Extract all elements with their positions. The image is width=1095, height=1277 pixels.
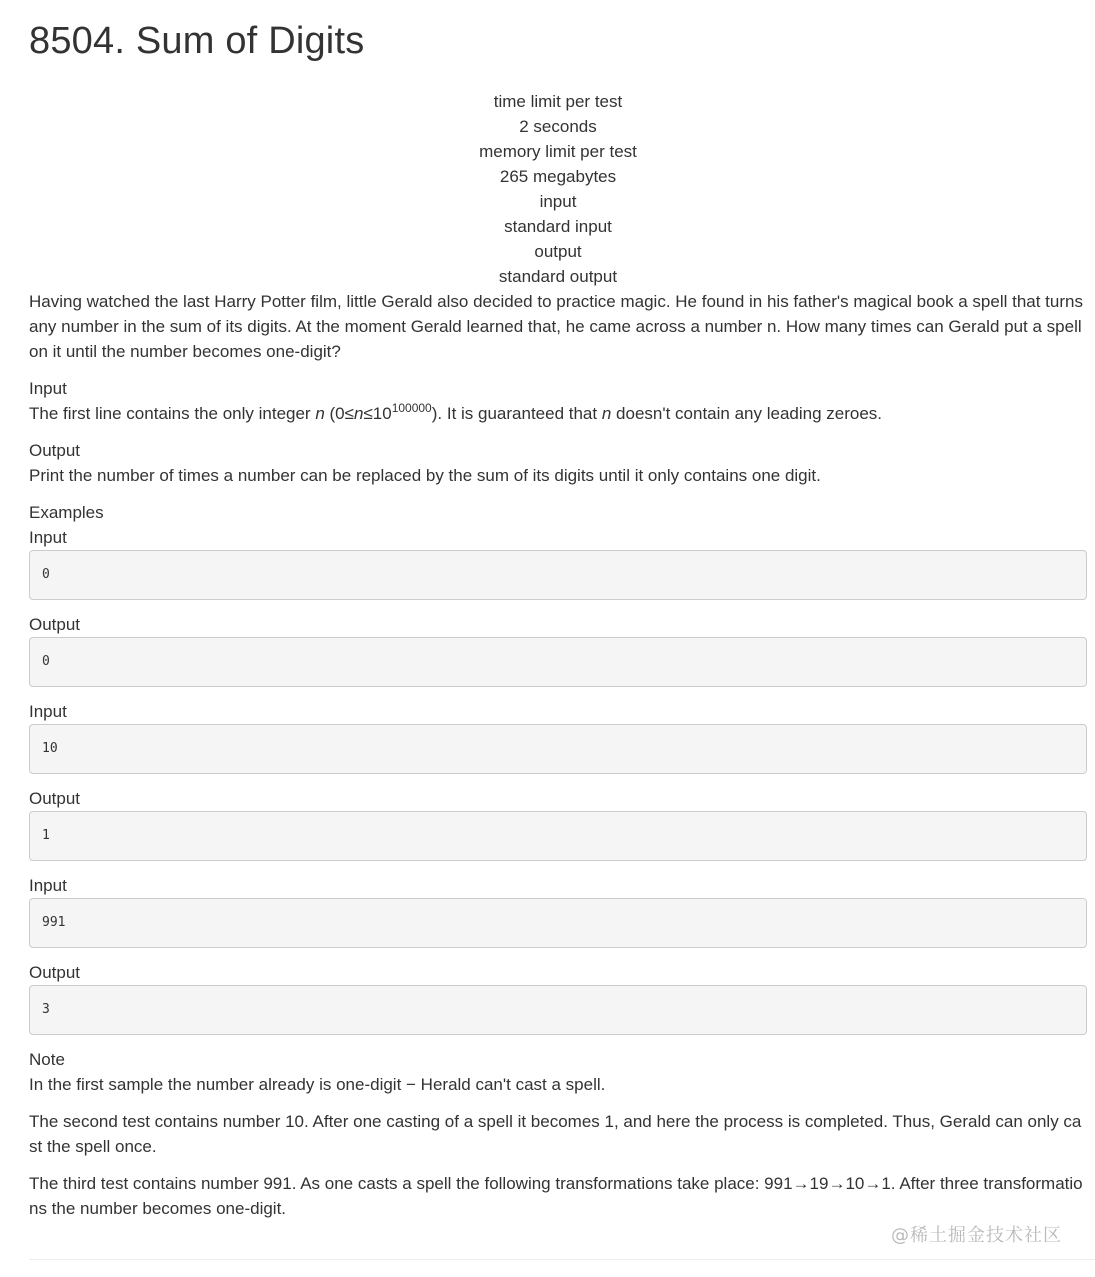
input-range-open: (0≤: [324, 404, 354, 423]
note-title: Note: [29, 1050, 65, 1069]
output-file-label: output: [534, 242, 582, 261]
statement-text: Having watched the last Harry Potter film, little Gerald also decided to practice magic. He found in his father's magical book a spell that turns any number in the sum of its digits. At the moment Gerald learned that, he came across a number n. How many times can Gerald put a spell on it until the number becomes one-digit?: [29, 292, 1083, 361]
problem-page: [29, 0, 1087, 1233]
sample-1-input-label: Input: [29, 528, 67, 547]
input-range-close: ). It is guaranteed that: [431, 404, 602, 423]
sample-3-input-box[interactable]: 991: [29, 898, 1087, 948]
sample-3-output-box[interactable]: 3: [29, 985, 1087, 1035]
note-paragraph-2: The second test contains number 10. After one casting of a spell it becomes 1, and here the process is completed. Thus, Gerald can only cast the spell once.: [29, 1112, 1082, 1156]
output-file-value: standard output: [498, 267, 618, 286]
sample-2-output-label: Output: [29, 789, 81, 808]
input-var-n-2: n: [601, 404, 612, 423]
memory-limit-value: 265 megabytes: [499, 167, 617, 186]
limits-block: [29, 89, 1087, 289]
input-var-n: n: [315, 404, 325, 423]
time-limit-value: 2 seconds: [519, 117, 597, 136]
input-section-title: Input: [29, 379, 67, 398]
memory-limit-label: memory limit per test: [479, 142, 637, 161]
sample-2-input-label: Input: [29, 702, 67, 721]
sample-3-output-label: Output: [29, 963, 81, 982]
input-text-pre: The first line contains the only integer: [29, 404, 316, 423]
problem-title: 8504. Sum of Digits: [29, 20, 365, 62]
examples-section: [29, 500, 1087, 1035]
note-paragraph-3: The third test contains number 991. As one casts a spell the following transformations take place: 991→19→10→1. After three transformations the number becomes one-digit.: [29, 1174, 1083, 1218]
output-description: Print the number of times a number can be replaced by the sum of its digits until it only contains one digit.: [29, 466, 821, 485]
input-section: [29, 376, 1087, 426]
input-file-label: input: [539, 192, 577, 211]
sample-3-input-label: Input: [29, 876, 67, 895]
input-range-exponent: 100000: [391, 401, 432, 415]
sample-2-input-box[interactable]: 10: [29, 724, 1087, 774]
input-file-value: standard input: [504, 217, 612, 236]
sample-1-output-label: Output: [29, 615, 81, 634]
note-section: [29, 1047, 1087, 1221]
time-limit-label: time limit per test: [493, 92, 623, 111]
problem-statement: [29, 289, 1087, 364]
input-range-le: ≤10: [363, 404, 392, 423]
input-range-var: n: [353, 404, 364, 423]
output-section: [29, 438, 1087, 488]
examples-title: Examples: [29, 503, 104, 522]
note-paragraph-1: In the first sample the number already is one-digit − Herald can't cast a spell.: [29, 1075, 606, 1094]
input-description: [29, 401, 1087, 426]
sample-1-output-box[interactable]: 0: [29, 637, 1087, 687]
input-text-post: doesn't contain any leading zeroes.: [611, 404, 883, 423]
watermark-text: @稀土掘金技术社区: [891, 1225, 1062, 1246]
sample-1-input-box[interactable]: 0: [29, 550, 1087, 600]
sample-2-output-box[interactable]: 1: [29, 811, 1087, 861]
bottom-divider: [29, 1259, 1095, 1260]
output-section-title: Output: [29, 441, 81, 460]
